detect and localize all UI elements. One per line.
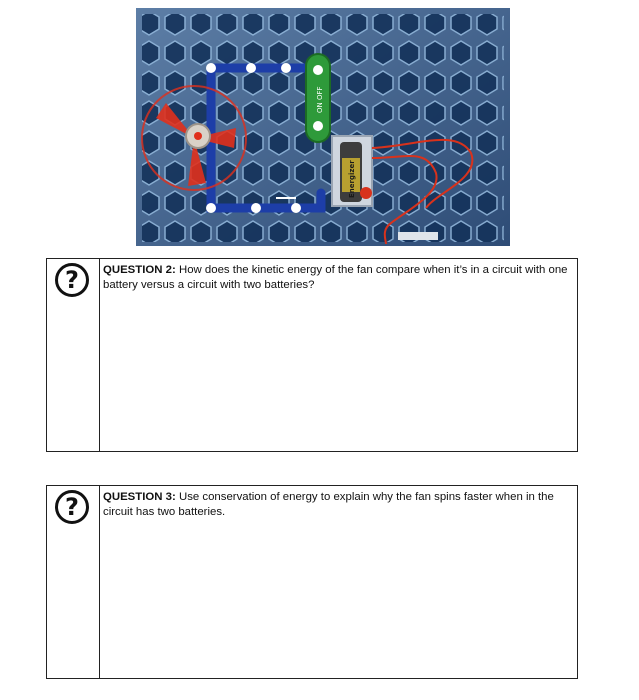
circuit-photo-graphic: [136, 8, 510, 246]
circuit-photo: [136, 8, 510, 246]
question-3-text[interactable]: [100, 486, 577, 678]
question-2-body: How does the kinetic energy of the fan compare when it’s in a circuit with one battery versus a circuit with two batteries?: [103, 264, 568, 291]
question-2-label: QUESTION 2:: [103, 264, 176, 276]
question-mark-icon: ?: [55, 263, 89, 297]
question-2-icon-cell: [47, 259, 100, 451]
question-3-box: [46, 485, 578, 679]
question-3-label: QUESTION 3:: [103, 491, 176, 503]
question-2-box: [46, 258, 578, 452]
switch-label: ON OFF: [316, 86, 324, 113]
battery-label: Energizer: [348, 160, 356, 198]
question-2-text[interactable]: [100, 259, 577, 451]
question-3-body: Use conservation of energy to explain why the fan spins faster when in the circuit has two batteries.: [103, 491, 554, 518]
question-mark-icon: ?: [55, 490, 89, 524]
question-3-icon-cell: [47, 486, 100, 678]
